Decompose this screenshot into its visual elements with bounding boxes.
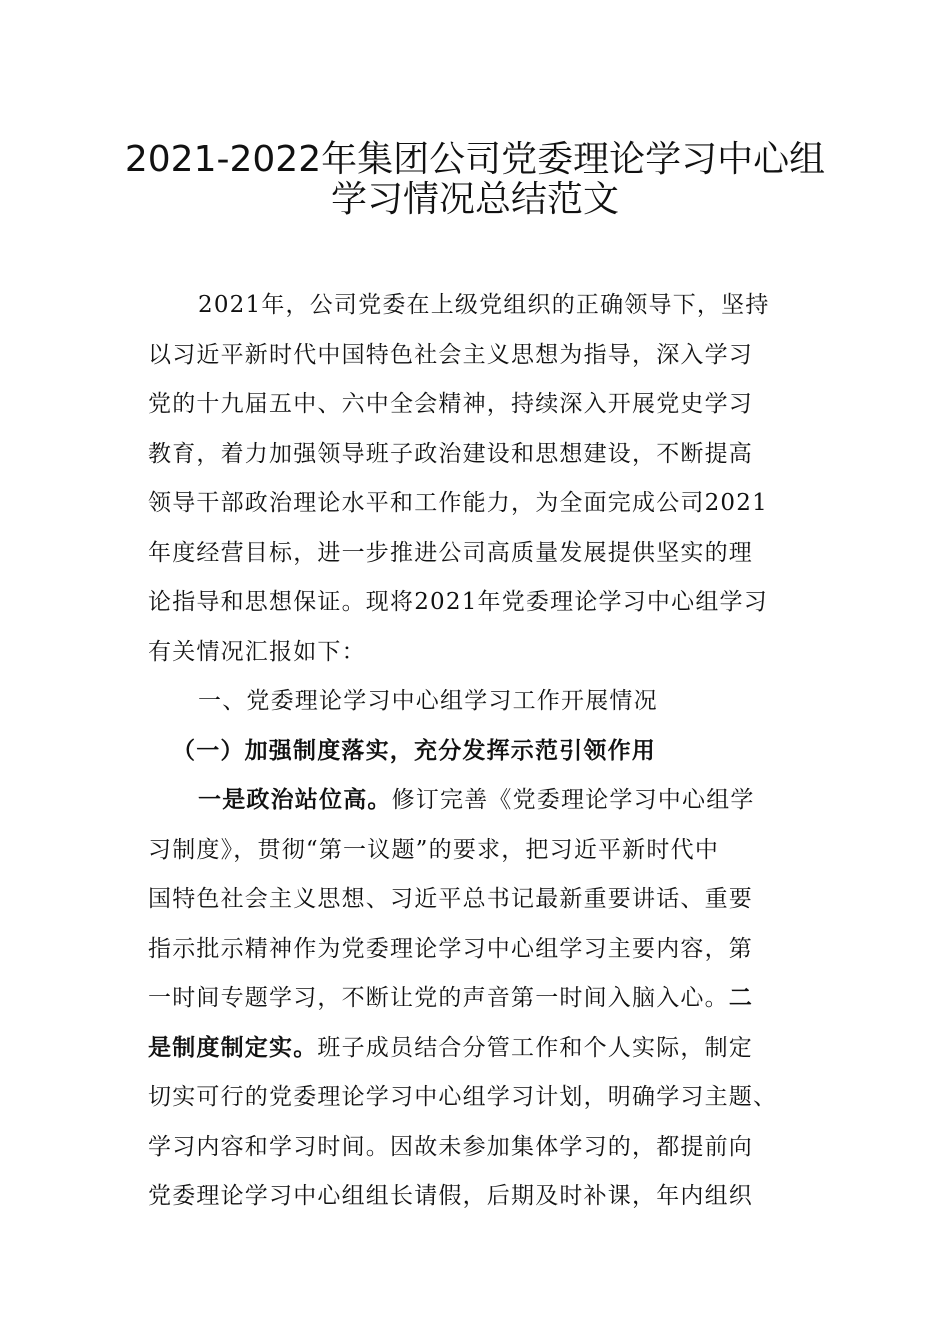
point-line: 切实可行的党委理论学习中心组学习计划，明确学习主题、 bbox=[148, 1084, 778, 1110]
paragraph-line: 2021年，公司党委在上级党组织的正确领导下，坚持 bbox=[198, 292, 770, 318]
document-title-line1: 2021-2022年集团公司党委理论学习中心组 bbox=[124, 139, 826, 180]
paragraph-line: 领导干部政治理论水平和工作能力，为全面完成公司2021 bbox=[148, 490, 768, 516]
paragraph-line: 党的十九届五中、六中全会精神，持续深入开展党史学习 bbox=[148, 391, 753, 417]
point-text: 修订完善《党委理论学习中心组学 bbox=[391, 787, 755, 813]
point-line: 党委理论学习中心组组长请假，后期及时补课，年内组织 bbox=[148, 1183, 753, 1209]
paragraph-line: 教育，着力加强领导班子政治建设和思想建设，不断提高 bbox=[148, 440, 753, 467]
point-line bbox=[148, 776, 788, 826]
point-line: 学习内容和学习时间。因故未参加集体学习的，都提前向 bbox=[148, 1133, 753, 1160]
point-text: 班子成员结合分管工作和个人实际，制定 bbox=[317, 1034, 754, 1061]
point-line: 习制度》，贯彻“第一议题”的要求，把习近平新时代中 bbox=[148, 836, 720, 863]
paragraph-line: 有关情况汇报如下： bbox=[148, 638, 366, 665]
paragraph-line: 论指导和思想保证。现将2021年党委理论学习中心组学习 bbox=[148, 589, 768, 615]
paragraph-line: 年度经营目标，进一步推进公司高质量发展提供坚实的理 bbox=[148, 539, 753, 566]
point-line bbox=[148, 974, 788, 1024]
paragraph-line: 以习近平新时代中国特色社会主义思想为指导，深入学习 bbox=[148, 341, 753, 368]
document-title-line2: 学习情况总结范文 bbox=[330, 179, 619, 220]
point-text: 一时间专题学习，不断让党的声音第一时间入脑入心。 bbox=[148, 985, 729, 1011]
subsection-heading: （一）加强制度落实，充分发挥示范引领作用 bbox=[172, 737, 656, 764]
point-line: 指示批示精神作为党委理论学习中心组学习主要内容，第 bbox=[148, 935, 753, 962]
point-lead: 一是政治站位高。 bbox=[198, 787, 392, 813]
point-lead: 是制度制定实。 bbox=[148, 1034, 318, 1061]
section-heading: 一、党委理论学习中心组学习工作开展情况 bbox=[198, 688, 658, 714]
document-body bbox=[148, 281, 788, 1222]
point-line bbox=[148, 1024, 788, 1074]
point-lead: 二 bbox=[728, 985, 754, 1011]
point-line: 国特色社会主义思想、习近平总书记最新重要讲话、重要 bbox=[148, 886, 753, 912]
